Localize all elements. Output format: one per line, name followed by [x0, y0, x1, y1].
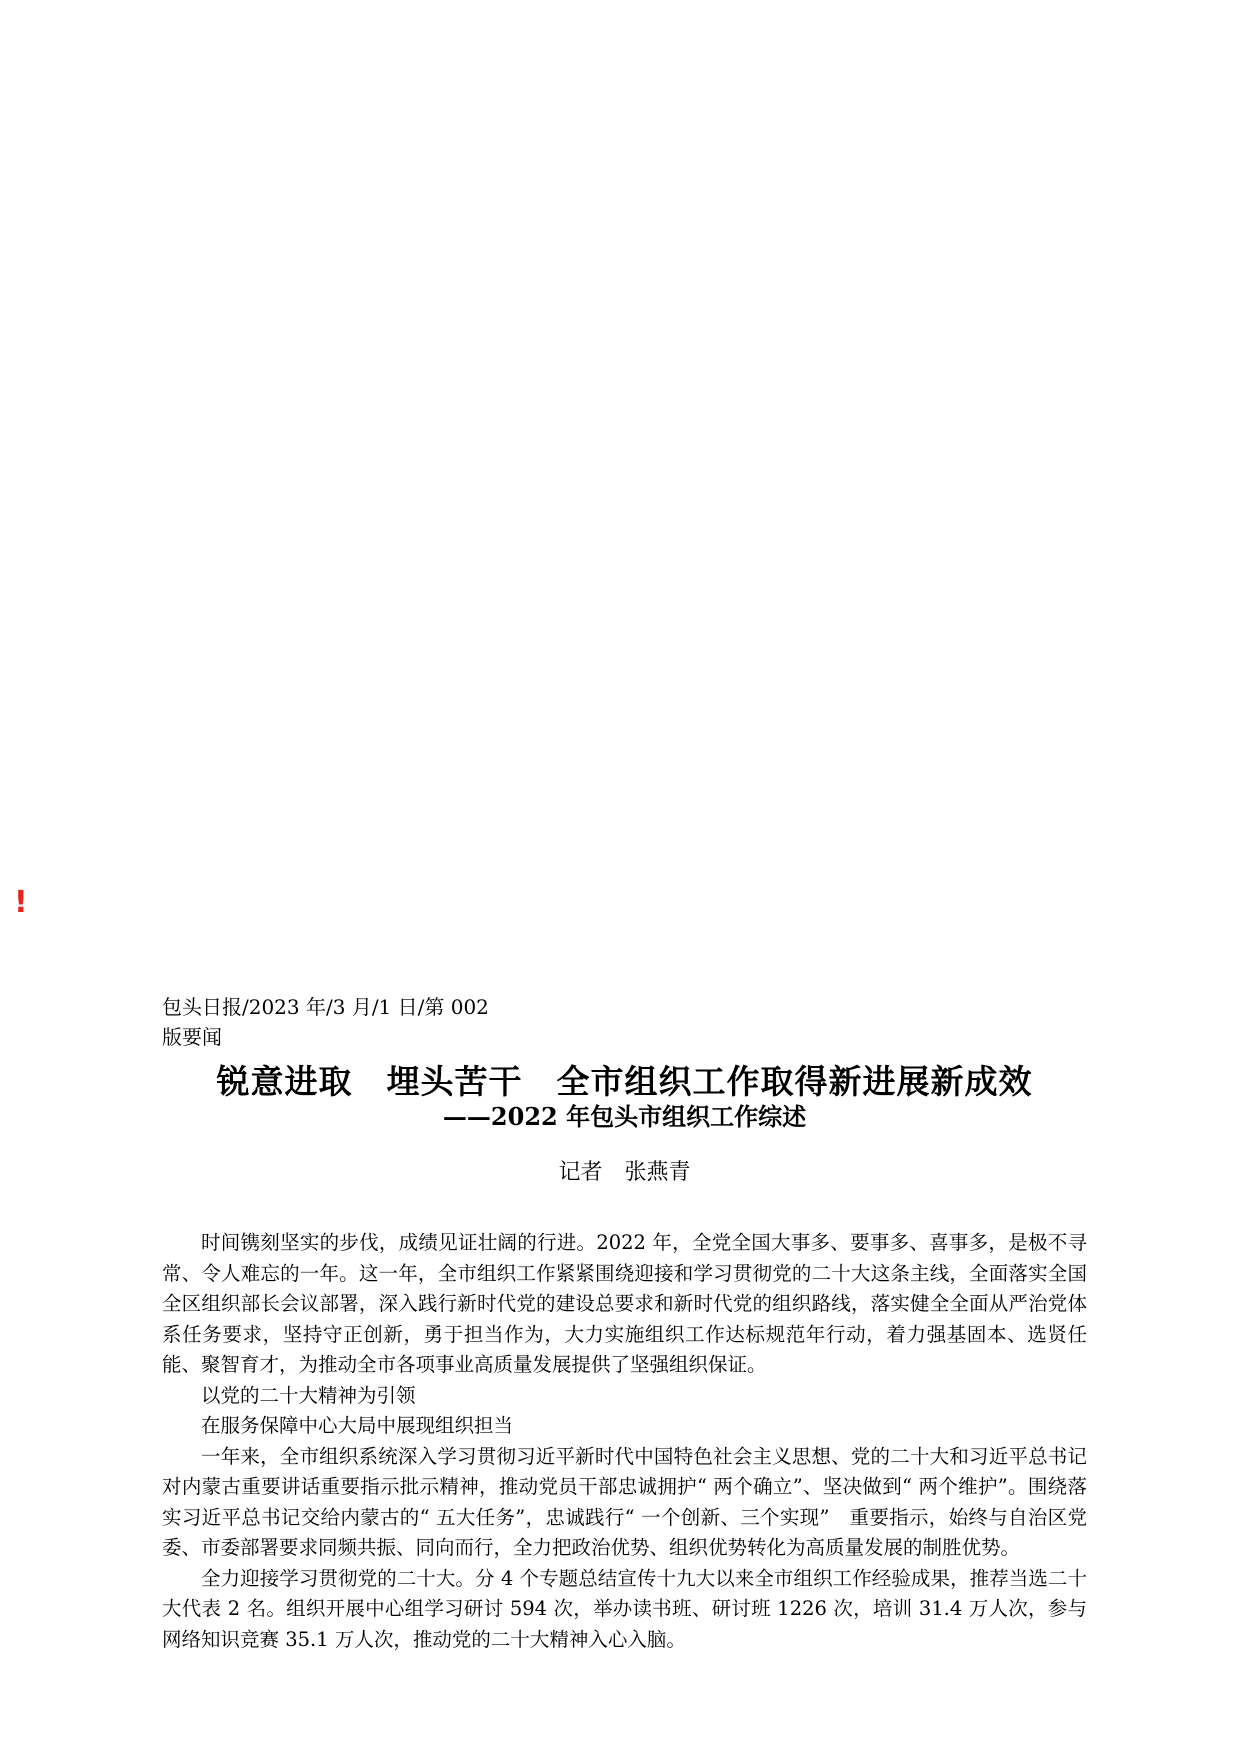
article-body [162, 1228, 1087, 1655]
paragraph: 全力迎接学习贯彻党的二十大。分 4 个专题总结宣传十九大以来全市组织工作经验成果，推荐当选二十大代表 2 名。组织开展中心组学习研讨 594 次，举办读书班、研讨班 1226 次，培训 31.4 万人次，参与网络知识竞赛 35.1 万人次，推动党的二十大精神入心入脑。 [162, 1566, 1087, 1651]
paragraph: 时间镌刻坚实的步伐，成绩见证壮阔的行进。2022 年，全党全国大事多、要事多、喜事多，是极不寻常、令人难忘的一年。这一年，全市组织工作紧紧围绕迎接和学习贯彻党的二十大这条主线，全面落实全国全区组织部长会议部署，深入践行新时代党的建设总要求和新时代党的组织路线，落实健全全面从严治党体系任务要求，坚持守正创新，勇于担当作为，大力实施组织工作达标规范年行动，着力强基固本、选贤任能、聚智育才，为推动全市各项事业高质量发展提供了坚强组织保证。 [162, 1231, 1087, 1376]
byline: 记者 张燕青 [558, 1160, 691, 1185]
warning-mark: ! [14, 885, 28, 920]
paragraph: 一年来，全市组织系统深入学习贯彻习近平新时代中国特色社会主义思想、党的二十大和习近平总书记对内蒙古重要讲话重要指示批示精神，推动党员干部忠诚拥护“ 两个确立”、坚决做到“ 两个维护”。围绕落实习近平总书记交给内蒙古的“ 五大任务”，忠诚践行“ 一个创新、三个实现” 重要指示，始终与自治区党委、市委部署要求同频共振、同向而行，全力把政治优势、组织优势转化为高质量发展的制胜优势。 [162, 1444, 1087, 1559]
source-line: 包头日报/2023 年/3 月/1 日/第 002 [162, 995, 489, 1019]
source-section: 版要闻 [162, 1025, 222, 1049]
article-subheadline: ——2022 年包头市组织工作综述 [442, 1102, 807, 1131]
section-heading: 以党的二十大精神为引领 [201, 1383, 416, 1407]
article [162, 992, 1087, 1655]
section-heading: 在服务保障中心大局中展现组织担当 [201, 1414, 514, 1437]
article-headline: 锐意进取 埋头苦干 全市组织工作取得新进展新成效 [216, 1062, 1033, 1101]
